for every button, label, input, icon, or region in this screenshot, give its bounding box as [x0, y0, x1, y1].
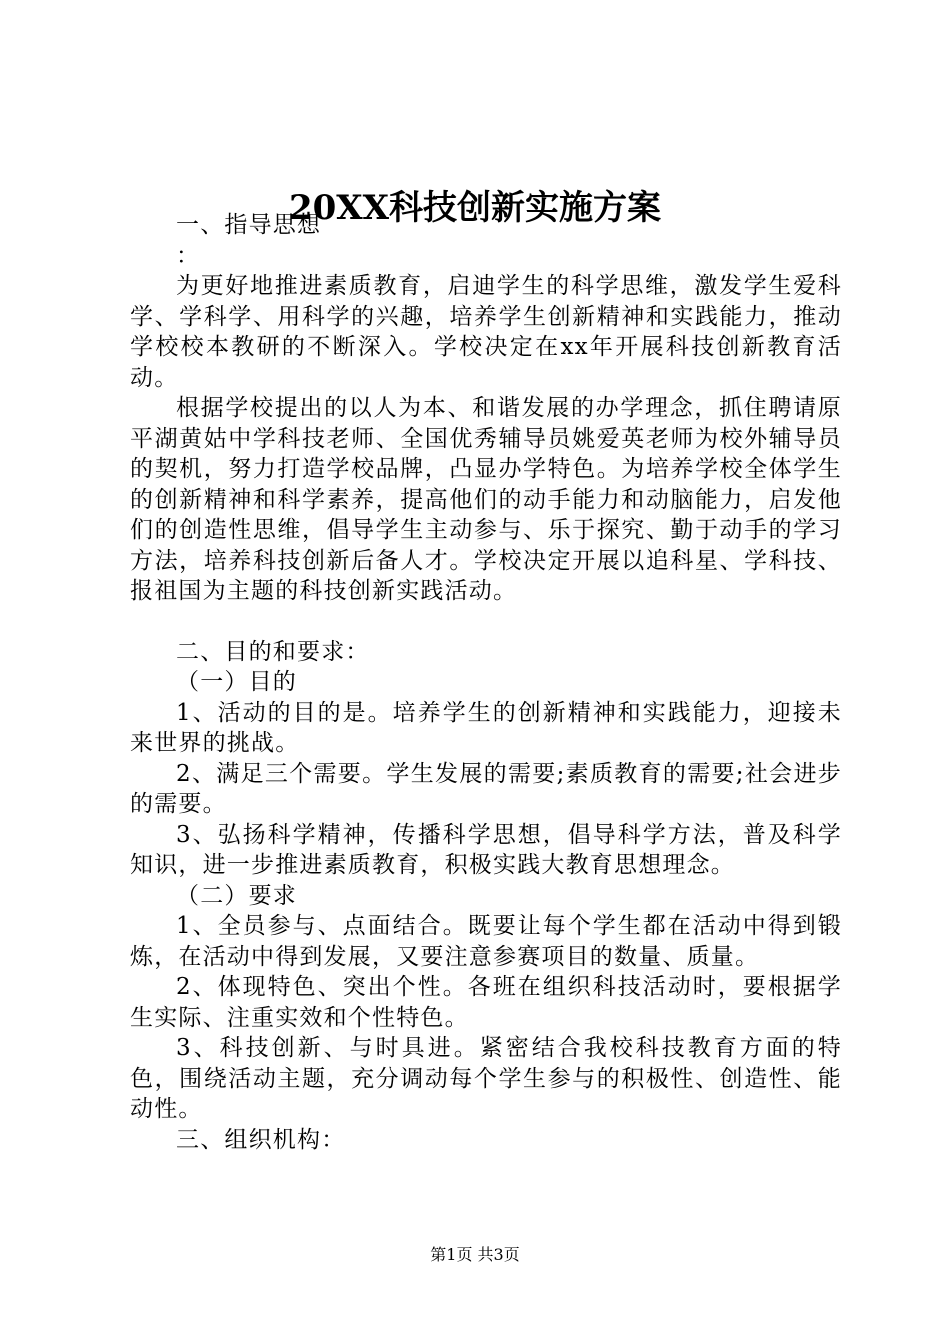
requirement-item-2: 2、体现特色、突出个性。各班在组织科技活动时，要根据学生实际、注重实效和个性特色。 [130, 974, 842, 1031]
document-title: 20XX科技创新实施方案 [288, 188, 662, 228]
paragraph-background: 根据学校提出的以人为本、和谐发展的办学理念，抓住聘请原平湖黄姑中学科技老师、全国优秀辅导员姚爱英老师为校外辅导员的契机，努力打造学校品牌，凸显办学特色。为培养学校全体学生的创新精神和科学素养，提高他们的动手能力和动脑能力，启发他们的创造性思维，倡导学生主动参与、乐于探究、勤于动手的学习方法，培养科技创新后备人才。学校决定开展以追科星、学科技、报祖国为主题的科技创新实践活动。 [130, 395, 842, 604]
goal-item-3: 3、弘扬科学精神，传播科学思想，倡导科学方法，普及科学知识，进一步推进素质教育，积极实践大教育思想理念。 [130, 821, 842, 878]
subheading-goal: （一）目的 [176, 669, 297, 695]
goal-item-2: 2、满足三个需要。学生发展的需要;素质教育的需要;社会进步的需要。 [130, 760, 842, 817]
goal-item-1: 1、活动的目的是。培养学生的创新精神和实践能力，迎接未来世界的挑战。 [130, 699, 842, 756]
colon-line: ： [176, 242, 201, 269]
page-footer: 第1页 共3页 [430, 1245, 520, 1264]
section-heading-organization: 三、组织机构： [176, 1126, 346, 1153]
document-body [130, 210, 842, 1155]
section-heading-goals: 二、目的和要求： [176, 638, 370, 665]
requirement-item-1: 1、全员参与、点面结合。既要让每个学生都在活动中得到锻炼，在活动中得到发展，又要注意参赛项目的数量、质量。 [130, 913, 842, 970]
paragraph-intro: 为更好地推进素质教育，启迪学生的科学思维，激发学生爱科学、学科学、用科学的兴趣，培养学生创新精神和实践能力，推动学校校本教研的不断深入。学校决定在xx年开展科技创新教育活动。 [130, 273, 842, 391]
requirement-item-3: 3、科技创新、与时具进。紧密结合我校科技教育方面的特色，围绕活动主题，充分调动每个学生参与的积极性、创造性、能动性。 [130, 1035, 842, 1122]
section-heading-guiding-ideology: 一、指导思想 [176, 212, 322, 238]
subheading-requirements: （二）要求 [176, 882, 297, 909]
